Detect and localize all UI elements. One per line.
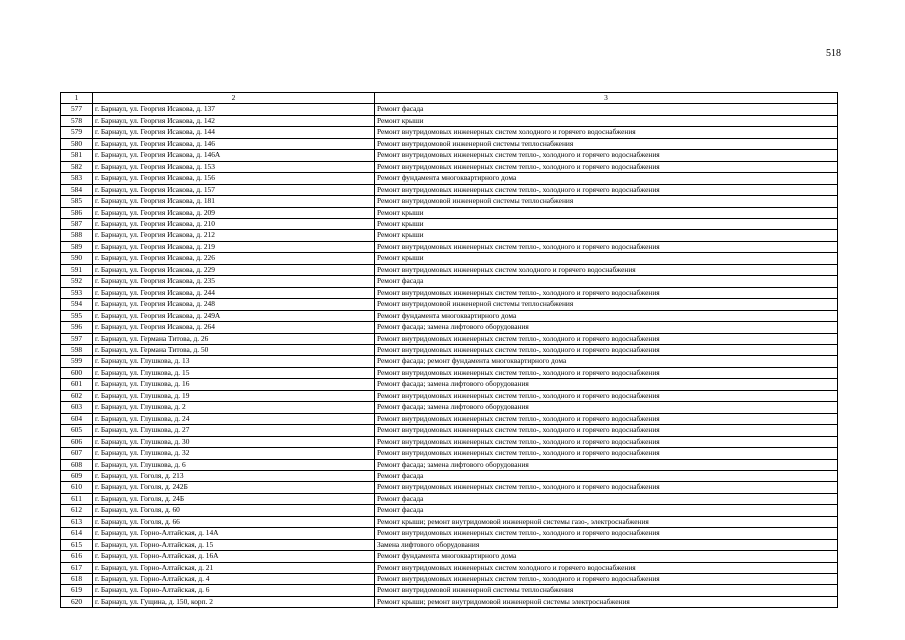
row-number: 615 [61, 539, 93, 550]
row-work-type: Ремонт внутридомовых инженерных систем тепло-, холодного и горячего водоснабжения [375, 448, 838, 459]
table-row [61, 196, 838, 207]
table-row [61, 528, 838, 539]
row-number: 583 [61, 173, 93, 184]
row-work-type: Ремонт фундамента многоквартирного дома [375, 173, 838, 184]
table-row [61, 448, 838, 459]
row-work-type: Ремонт внутридомовых инженерных систем тепло-, холодного и горячего водоснабжения [375, 574, 838, 585]
header-cell-number: 1 [61, 93, 93, 104]
table-row [61, 367, 838, 378]
table-row [61, 184, 838, 195]
row-number: 602 [61, 390, 93, 401]
row-address: г. Барнаул, ул. Георгия Исакова, д. 142 [93, 115, 375, 126]
table-row [61, 253, 838, 264]
row-number: 608 [61, 459, 93, 470]
table-row [61, 539, 838, 550]
page-number: 518 [826, 48, 841, 59]
row-number: 613 [61, 516, 93, 527]
row-work-type: Ремонт фасада [375, 505, 838, 516]
row-number: 610 [61, 482, 93, 493]
row-work-type: Ремонт крыши; ремонт внутридомовой инженерной системы газо-, электроснабжения [375, 516, 838, 527]
row-number: 578 [61, 115, 93, 126]
row-address: г. Барнаул, ул. Георгия Исакова, д. 248 [93, 299, 375, 310]
row-number: 584 [61, 184, 93, 195]
row-work-type: Ремонт внутридомовых инженерных систем тепло-, холодного и горячего водоснабжения [375, 482, 838, 493]
row-number: 580 [61, 138, 93, 149]
row-work-type: Ремонт фасада; замена лифтового оборудования [375, 379, 838, 390]
row-address: г. Барнаул, ул. Горно-Алтайская, д. 16А [93, 551, 375, 562]
row-work-type: Ремонт внутридомовых инженерных систем тепло-, холодного и горячего водоснабжения [375, 528, 838, 539]
row-work-type: Ремонт внутридомовых инженерных систем тепло-, холодного и горячего водоснабжения [375, 241, 838, 252]
row-work-type: Ремонт внутридомовых инженерных систем тепло-, холодного и горячего водоснабжения [375, 436, 838, 447]
row-work-type: Замена лифтового оборудования [375, 539, 838, 550]
row-number: 600 [61, 367, 93, 378]
table-row [61, 344, 838, 355]
table-row [61, 413, 838, 424]
row-number: 579 [61, 127, 93, 138]
row-number: 603 [61, 402, 93, 413]
row-work-type: Ремонт внутридомовых инженерных систем тепло-, холодного и горячего водоснабжения [375, 390, 838, 401]
row-address: г. Барнаул, ул. Георгия Исакова, д. 209 [93, 207, 375, 218]
row-address: г. Барнаул, ул. Георгия Исакова, д. 235 [93, 276, 375, 287]
row-number: 587 [61, 218, 93, 229]
row-address: г. Барнаул, ул. Горно-Алтайская, д. 15 [93, 539, 375, 550]
row-number: 597 [61, 333, 93, 344]
table-row [61, 127, 838, 138]
row-work-type: Ремонт крыши [375, 115, 838, 126]
row-work-type: Ремонт внутридомовой инженерной системы теплоснабжения [375, 299, 838, 310]
table-row [61, 310, 838, 321]
table-row [61, 551, 838, 562]
row-number: 609 [61, 470, 93, 481]
row-work-type: Ремонт внутридомовых инженерных систем тепло-, холодного и горячего водоснабжения [375, 344, 838, 355]
row-address: г. Барнаул, ул. Георгия Исакова, д. 156 [93, 173, 375, 184]
row-work-type: Ремонт фундамента многоквартирного дома [375, 310, 838, 321]
row-work-type: Ремонт фундамента многоквартирного дома [375, 551, 838, 562]
row-number: 586 [61, 207, 93, 218]
row-number: 595 [61, 310, 93, 321]
row-work-type: Ремонт внутридомовых инженерных систем холодного и горячего водоснабжения [375, 264, 838, 275]
row-work-type: Ремонт фасада [375, 104, 838, 115]
row-number: 611 [61, 493, 93, 504]
row-address: г. Барнаул, ул. Глушкова, д. 2 [93, 402, 375, 413]
table-row [61, 299, 838, 310]
row-number: 592 [61, 276, 93, 287]
row-work-type: Ремонт крыши [375, 230, 838, 241]
row-address: г. Барнаул, ул. Глушкова, д. 13 [93, 356, 375, 367]
table-row [61, 356, 838, 367]
table-row [61, 161, 838, 172]
row-address: г. Барнаул, ул. Глушкова, д. 15 [93, 367, 375, 378]
row-number: 616 [61, 551, 93, 562]
row-number: 601 [61, 379, 93, 390]
row-work-type: Ремонт внутридомовых инженерных систем тепло-, холодного и горячего водоснабжения [375, 367, 838, 378]
row-address: г. Барнаул, ул. Георгия Исакова, д. 157 [93, 184, 375, 195]
row-number: 619 [61, 585, 93, 596]
row-address: г. Барнаул, ул. Глушкова, д. 30 [93, 436, 375, 447]
row-address: г. Барнаул, ул. Георгия Исакова, д. 219 [93, 241, 375, 252]
row-number: 598 [61, 344, 93, 355]
row-address: г. Барнаул, ул. Глушкова, д. 6 [93, 459, 375, 470]
table-row [61, 562, 838, 573]
table-row [61, 459, 838, 470]
table-row [61, 241, 838, 252]
table-row [61, 436, 838, 447]
row-address: г. Барнаул, ул. Георгия Исакова, д. 264 [93, 322, 375, 333]
row-address: г. Барнаул, ул. Гоголя, д. 60 [93, 505, 375, 516]
row-number: 604 [61, 413, 93, 424]
row-address: г. Барнаул, ул. Георгия Исакова, д. 137 [93, 104, 375, 115]
row-number: 605 [61, 425, 93, 436]
table-header [61, 93, 838, 104]
table-row [61, 115, 838, 126]
row-work-type: Ремонт внутридомовых инженерных систем тепло-, холодного и горячего водоснабжения [375, 425, 838, 436]
row-address: г. Барнаул, ул. Горно-Алтайская, д. 4 [93, 574, 375, 585]
table-row [61, 264, 838, 275]
row-address: г. Барнаул, ул. Георгия Исакова, д. 210 [93, 218, 375, 229]
row-address: г. Барнаул, ул. Георгия Исакова, д. 212 [93, 230, 375, 241]
table-row [61, 482, 838, 493]
row-number: 606 [61, 436, 93, 447]
row-number: 614 [61, 528, 93, 539]
row-work-type: Ремонт внутридомовой инженерной системы теплоснабжения [375, 196, 838, 207]
row-address: г. Барнаул, ул. Горно-Алтайская, д. 21 [93, 562, 375, 573]
row-number: 612 [61, 505, 93, 516]
table-row [61, 425, 838, 436]
row-work-type: Ремонт внутридомовых инженерных систем тепло-, холодного и горячего водоснабжения [375, 333, 838, 344]
row-number: 582 [61, 161, 93, 172]
header-cell-work-type: 3 [375, 93, 838, 104]
row-work-type: Ремонт фасада [375, 470, 838, 481]
table-row [61, 470, 838, 481]
row-work-type: Ремонт фасада; замена лифтового оборудования [375, 459, 838, 470]
table-row [61, 218, 838, 229]
table-row [61, 390, 838, 401]
row-number: 594 [61, 299, 93, 310]
row-number: 593 [61, 287, 93, 298]
row-work-type: Ремонт фасада; ремонт фундамента многоквартирного дома [375, 356, 838, 367]
row-address: г. Барнаул, ул. Георгия Исакова, д. 146 [93, 138, 375, 149]
row-number: 590 [61, 253, 93, 264]
row-address: г. Барнаул, ул. Георгия Исакова, д. 181 [93, 196, 375, 207]
row-number: 588 [61, 230, 93, 241]
row-address: г. Барнаул, ул. Георгия Исакова, д. 226 [93, 253, 375, 264]
row-address: г. Барнаул, ул. Георгия Исакова, д. 229 [93, 264, 375, 275]
table-row [61, 516, 838, 527]
row-work-type: Ремонт внутридомовых инженерных систем тепло-, холодного и горячего водоснабжения [375, 161, 838, 172]
table-row [61, 287, 838, 298]
row-address: г. Барнаул, ул. Глушкова, д. 32 [93, 448, 375, 459]
row-number: 585 [61, 196, 93, 207]
table-row [61, 379, 838, 390]
row-address: г. Барнаул, ул. Горно-Алтайская, д. 6 [93, 585, 375, 596]
table-row [61, 493, 838, 504]
header-row [61, 93, 838, 104]
row-work-type: Ремонт фасада [375, 276, 838, 287]
row-work-type: Ремонт внутридомовых инженерных систем тепло-, холодного и горячего водоснабжения [375, 184, 838, 195]
row-address: г. Барнаул, ул. Гоголя, д. 66 [93, 516, 375, 527]
row-work-type: Ремонт фасада; замена лифтового оборудования [375, 322, 838, 333]
table-row [61, 505, 838, 516]
row-work-type: Ремонт внутридомовых инженерных систем тепло-, холодного и горячего водоснабжения [375, 287, 838, 298]
table-row [61, 276, 838, 287]
row-work-type: Ремонт внутридомовой инженерной системы теплоснабжения [375, 585, 838, 596]
row-address: г. Барнаул, ул. Георгия Исакова, д. 153 [93, 161, 375, 172]
row-address: г. Барнаул, ул. Георгия Исакова, д. 249А [93, 310, 375, 321]
row-work-type: Ремонт крыши [375, 207, 838, 218]
table-row [61, 402, 838, 413]
table-row [61, 333, 838, 344]
table-row [61, 585, 838, 596]
row-address: г. Барнаул, ул. Германа Титова, д. 50 [93, 344, 375, 355]
row-work-type: Ремонт фасада [375, 493, 838, 504]
row-address: г. Барнаул, ул. Глушкова, д. 27 [93, 425, 375, 436]
row-work-type: Ремонт крыши [375, 218, 838, 229]
row-address: г. Барнаул, ул. Гущина, д. 150, корп. 2 [93, 596, 375, 607]
row-work-type: Ремонт внутридомовых инженерных систем холодного и горячего водоснабжения [375, 127, 838, 138]
row-address: г. Барнаул, ул. Гоголя, д. 242Б [93, 482, 375, 493]
row-address: г. Барнаул, ул. Глушкова, д. 24 [93, 413, 375, 424]
row-number: 596 [61, 322, 93, 333]
table-row [61, 574, 838, 585]
row-number: 589 [61, 241, 93, 252]
row-work-type: Ремонт фасада; замена лифтового оборудования [375, 402, 838, 413]
row-number: 591 [61, 264, 93, 275]
row-address: г. Барнаул, ул. Гоголя, д. 24Б [93, 493, 375, 504]
row-work-type: Ремонт внутридомовых инженерных систем тепло-, холодного и горячего водоснабжения [375, 413, 838, 424]
table-row [61, 596, 838, 607]
table-row [61, 138, 838, 149]
row-address: г. Барнаул, ул. Георгия Исакова, д. 244 [93, 287, 375, 298]
table-row [61, 322, 838, 333]
table-row [61, 104, 838, 115]
row-work-type: Ремонт внутридомовых инженерных систем тепло-, холодного и горячего водоснабжения [375, 150, 838, 161]
row-number: 617 [61, 562, 93, 573]
row-number: 607 [61, 448, 93, 459]
row-work-type: Ремонт внутридомовых инженерных систем холодного и горячего водоснабжения [375, 562, 838, 573]
row-address: г. Барнаул, ул. Георгия Исакова, д. 146А [93, 150, 375, 161]
row-number: 618 [61, 574, 93, 585]
repair-register-table [60, 92, 838, 608]
row-address: г. Барнаул, ул. Глушкова, д. 19 [93, 390, 375, 401]
row-work-type: Ремонт крыши [375, 253, 838, 264]
row-address: г. Барнаул, ул. Глушкова, д. 16 [93, 379, 375, 390]
row-address: г. Барнаул, ул. Георгия Исакова, д. 144 [93, 127, 375, 138]
row-number: 620 [61, 596, 93, 607]
row-number: 577 [61, 104, 93, 115]
row-address: г. Барнаул, ул. Горно-Алтайская, д. 14А [93, 528, 375, 539]
row-number: 599 [61, 356, 93, 367]
row-address: г. Барнаул, ул. Гоголя, д. 213 [93, 470, 375, 481]
table-body [61, 104, 838, 608]
table-row [61, 173, 838, 184]
row-work-type: Ремонт крыши; ремонт внутридомовой инженерной системы электроснабжения [375, 596, 838, 607]
table-row [61, 150, 838, 161]
table-row [61, 230, 838, 241]
row-work-type: Ремонт внутридомовой инженерной системы теплоснабжения [375, 138, 838, 149]
table-row [61, 207, 838, 218]
row-number: 581 [61, 150, 93, 161]
row-address: г. Барнаул, ул. Германа Титова, д. 26 [93, 333, 375, 344]
header-cell-address: 2 [93, 93, 375, 104]
